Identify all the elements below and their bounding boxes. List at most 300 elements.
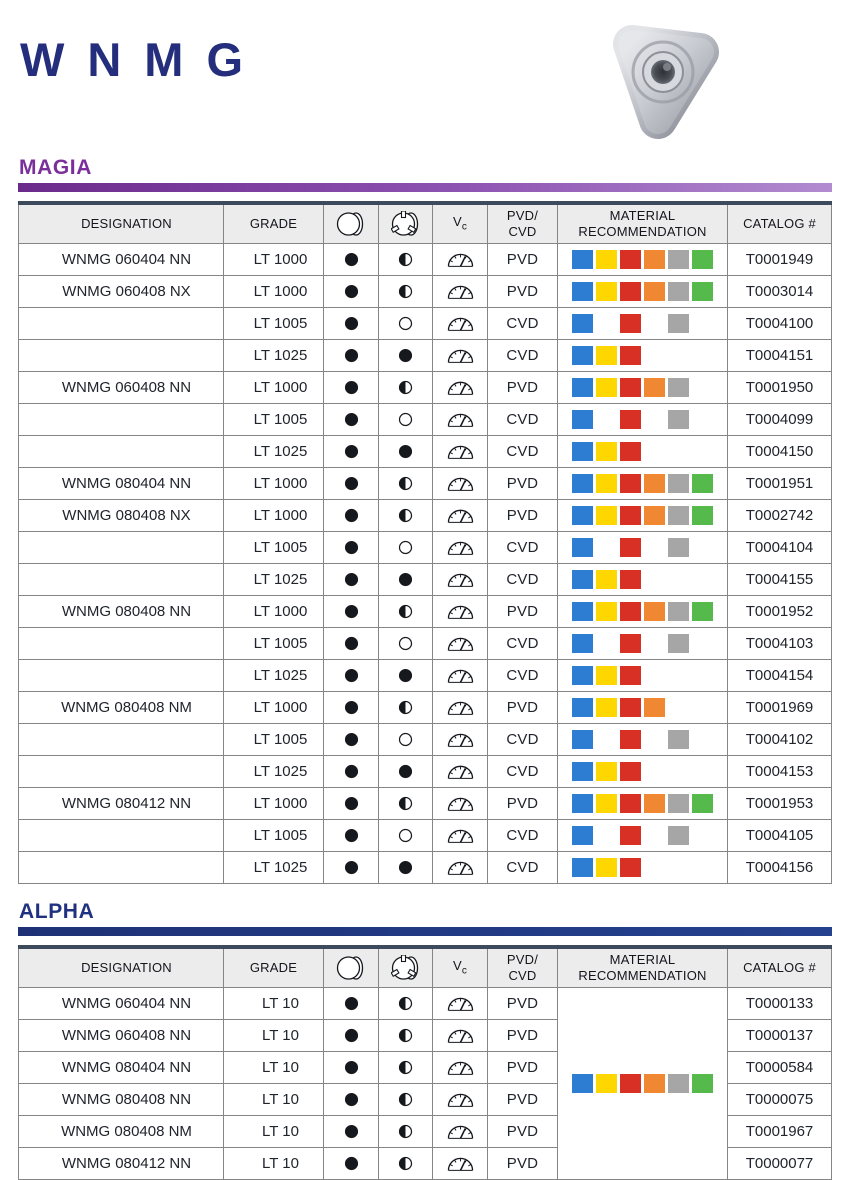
material-block-P [572,634,593,653]
continuous-cut-cell [324,1051,379,1083]
cutting-speed-cell [433,403,488,435]
coating-header-line1: PVD/ [506,952,539,968]
cutting-speed-cell [433,627,488,659]
interrupted-cut-cell [379,1083,433,1115]
continuous-cut-cell [324,987,379,1019]
material-block-K [620,282,641,301]
catalog-cell: T0000075 [728,1083,832,1115]
alpha-section-label: ALPHA [19,899,95,923]
filled-circle-icon [344,539,359,556]
filled-circle-icon [398,443,413,460]
cutting-speed-cell [433,691,488,723]
material-block-M [596,794,617,813]
half-circle-icon [398,699,413,716]
material-recommendation-bar [559,442,726,461]
material-block-P [572,730,593,749]
material-recommendation-bar [559,474,726,493]
material-recommendation-bar [559,858,726,877]
material-recommendation-cell [558,659,728,691]
grade-header: GRADE [224,947,324,988]
material-recommendation-cell [558,755,728,787]
magia-table-head [19,203,832,244]
catalog-cell: T0000077 [728,1147,832,1179]
material-block-P [572,410,593,429]
material-recommendation-bar [559,602,726,621]
material-block-P [572,666,593,685]
grade-cell: LT 1000 [224,467,324,499]
grade-cell: LT 1025 [224,755,324,787]
speedometer-icon [445,730,476,747]
material-block-K [620,794,641,813]
continuous-cut-cell [324,819,379,851]
empty-circle-icon [398,315,413,332]
interrupted-cut-cell [379,987,433,1019]
designation-cell: WNMG 060404 NN [19,243,224,275]
material-block-M [596,378,617,397]
designation-cell: WNMG 080412 NN [19,1147,224,1179]
material-block-K [620,506,641,525]
material-slot-empty [644,858,665,877]
cutting-speed-header [433,947,488,988]
continuous-cut-cell [324,371,379,403]
material-block-K [620,250,641,269]
continuous-cut-cell [324,403,379,435]
coating-cell: CVD [488,627,558,659]
material-recommendation-bar [559,378,726,397]
speedometer-icon [445,698,476,715]
continuous-cut-cell [324,435,379,467]
half-circle-icon [398,283,413,300]
material-slot-empty [668,698,689,717]
material-recommendation-cell [558,691,728,723]
interrupted-cut-cell [379,851,433,883]
speedometer-icon [445,602,476,619]
catalog-cell: T0004099 [728,403,832,435]
catalog-cell: T0001969 [728,691,832,723]
designation-cell [19,339,224,371]
interrupted-cut-header [379,203,433,244]
speedometer-icon [445,826,476,843]
catalog-cell: T0002742 [728,499,832,531]
coating-cell: PVD [488,691,558,723]
cutting-speed-cell [433,787,488,819]
interrupted-cut-cell [379,243,433,275]
material-block-M [596,346,617,365]
material-recommendation-cell [558,595,728,627]
material-block-M [596,570,617,589]
material-recommendation-bar [559,570,726,589]
cutting-speed-cell [433,1051,488,1083]
catalog-cell: T0001953 [728,787,832,819]
alpha-accent-bar [18,927,832,936]
material-recommendation-bar [559,282,726,301]
cutting-speed-cell [433,659,488,691]
material-block-K [620,410,641,429]
material-slot-empty [644,442,665,461]
continuous-cut-header [324,947,379,988]
material-slot-empty [668,346,689,365]
speedometer-icon [445,666,476,683]
table-row [19,691,832,723]
speedometer-icon [445,506,476,523]
material-block-N [692,602,713,621]
coating-cell: CVD [488,307,558,339]
material-block-M [596,698,617,717]
catalog-cell: T0004105 [728,819,832,851]
interrupted-cut-cell [379,723,433,755]
material-block-H [668,282,689,301]
material-recommendation-cell [558,627,728,659]
alpha-table-body [19,987,832,1179]
material-slot-empty [692,634,713,653]
catalog-cell: T0001967 [728,1115,832,1147]
cutting-speed-cell [433,371,488,403]
coating-cell: PVD [488,1147,558,1179]
speedometer-icon [445,858,476,875]
filled-circle-icon [344,411,359,428]
section-alpha [18,900,832,1180]
speedometer-icon [445,346,476,363]
filled-circle-icon [398,763,413,780]
material-slot-empty [668,762,689,781]
material-block-H [668,634,689,653]
grade-cell: LT 1005 [224,627,324,659]
cutting-speed-cell [433,499,488,531]
interrupted-cut-cell [379,787,433,819]
speedometer-icon [445,794,476,811]
material-block-K [620,826,641,845]
filled-circle-icon [344,1091,359,1108]
grade-cell: LT 10 [224,987,324,1019]
filled-circle-icon [344,475,359,492]
coating-header-line2: CVD [508,223,537,239]
filled-circle-icon [344,1155,359,1172]
material-block-P [572,506,593,525]
half-circle-icon [398,1027,413,1044]
catalog-cell: T0004103 [728,627,832,659]
material-block-M [596,1074,617,1093]
material-slot-empty [644,538,665,557]
material-block-K [620,314,641,333]
coating-cell: CVD [488,435,558,467]
grade-cell: LT 10 [224,1115,324,1147]
material-recommendation-cell [558,851,728,883]
material-header-line1: MATERIAL [609,208,676,224]
material-slot-empty [596,634,617,653]
catalog-cell: T0004150 [728,435,832,467]
material-block-H [668,538,689,557]
material-recommendation-header [558,947,728,988]
material-recommendation-cell [558,819,728,851]
filled-circle-icon [344,859,359,876]
material-header-line2: RECOMMENDATION [578,967,707,983]
grade-cell: LT 1000 [224,595,324,627]
wnmg-insert-image [588,2,736,152]
designation-cell: WNMG 080404 NN [19,1051,224,1083]
half-circle-icon [398,995,413,1012]
grade-cell: LT 1025 [224,563,324,595]
designation-cell [19,627,224,659]
speedometer-icon [445,250,476,267]
alpha-table [18,945,832,1180]
material-slot-empty [692,570,713,589]
coating-cell: PVD [488,787,558,819]
grade-cell: LT 1025 [224,851,324,883]
table-row [19,371,832,403]
continuous-cut-cell [324,307,379,339]
cutting-speed-cell [433,339,488,371]
grade-cell: LT 1005 [224,819,324,851]
material-block-K [620,762,641,781]
filled-circle-icon [344,1123,359,1140]
designation-cell [19,435,224,467]
catalog-cell: T0004156 [728,851,832,883]
coating-cell: CVD [488,659,558,691]
material-block-H [668,602,689,621]
half-circle-icon [398,1123,413,1140]
cutting-speed-cell [433,563,488,595]
table-row [19,499,832,531]
coating-cell: PVD [488,371,558,403]
filled-circle-icon [398,667,413,684]
speedometer-icon [445,410,476,427]
grade-cell: LT 1005 [224,403,324,435]
material-recommendation-cell [558,339,728,371]
material-slot-empty [692,698,713,717]
filled-circle-icon [344,571,359,588]
table-row [19,851,832,883]
designation-cell: WNMG 060408 NN [19,1019,224,1051]
table-row [19,531,832,563]
coating-cell: PVD [488,1019,558,1051]
material-block-P [572,474,593,493]
interrupted-cut-header [379,947,433,988]
material-recommendation-cell [558,787,728,819]
material-block-P [572,570,593,589]
table-row [19,275,832,307]
material-recommendation-bar [559,794,726,813]
material-block-H [668,410,689,429]
speedometer-icon [445,634,476,651]
catalog-header: CATALOG # [728,947,832,988]
filled-circle-icon [344,731,359,748]
material-slot-empty [644,762,665,781]
catalog-cell: T0001952 [728,595,832,627]
coating-cell: PVD [488,467,558,499]
grade-cell: LT 1005 [224,531,324,563]
cutting-speed-cell [433,595,488,627]
designation-cell [19,755,224,787]
cutting-speed-cell [433,987,488,1019]
cutting-speed-cell [433,1147,488,1179]
table-row [19,659,832,691]
header-row [19,947,832,988]
continuous-cut-cell [324,1019,379,1051]
table-row [19,987,832,1019]
designation-cell: WNMG 080408 NN [19,595,224,627]
material-block-K [620,1074,641,1093]
material-slot-empty [668,666,689,685]
material-slot-empty [692,314,713,333]
material-slot-empty [644,570,665,589]
coating-cell: PVD [488,275,558,307]
coating-cell: CVD [488,339,558,371]
material-block-M [596,602,617,621]
material-block-H [668,314,689,333]
material-recommendation-bar [559,538,726,557]
material-slot-empty [692,858,713,877]
material-block-P [572,762,593,781]
empty-circle-icon [398,635,413,652]
filled-circle-icon [344,795,359,812]
designation-cell: WNMG 080408 NM [19,691,224,723]
cutting-speed-cell [433,467,488,499]
coating-cell: CVD [488,851,558,883]
catalog-cell: T0004151 [728,339,832,371]
table-row [19,787,832,819]
material-block-P [572,794,593,813]
material-slot-empty [644,730,665,749]
filled-circle-icon [398,571,413,588]
filled-circle-icon [398,859,413,876]
catalog-cell: T0004154 [728,659,832,691]
interrupted-cut-cell [379,1051,433,1083]
coating-cell: CVD [488,723,558,755]
material-recommendation-cell-merged [558,987,728,1179]
designation-cell [19,403,224,435]
grade-cell: LT 10 [224,1019,324,1051]
table-row [19,563,832,595]
page-title: WNMG [20,33,267,86]
continuous-cut-cell [324,531,379,563]
material-block-M [596,282,617,301]
designation-cell: WNMG 060408 NX [19,275,224,307]
material-slot-empty [596,730,617,749]
material-block-N [692,1074,713,1093]
alpha-table-head [19,947,832,988]
filled-circle-icon [344,1027,359,1044]
table-row [19,627,832,659]
speedometer-icon [445,1090,476,1107]
interrupted-cut-cell [379,819,433,851]
filled-circle-icon [344,635,359,652]
interrupted-cut-cell [379,1147,433,1179]
material-block-P [572,1074,593,1093]
material-block-K [620,666,641,685]
material-block-M [596,762,617,781]
filled-circle-icon [344,699,359,716]
material-block-M [596,250,617,269]
material-block-S [644,506,665,525]
continuous-cut-cell [324,1115,379,1147]
material-recommendation-bar [559,346,726,365]
material-slot-empty [596,826,617,845]
material-slot-empty [692,442,713,461]
coating-cell: CVD [488,819,558,851]
half-circle-icon [398,507,413,524]
speedometer-icon [445,570,476,587]
continuous-cut-cell [324,275,379,307]
table-row [19,403,832,435]
material-slot-empty [692,378,713,397]
designation-cell [19,563,224,595]
material-block-M [596,666,617,685]
filled-circle-icon [398,347,413,364]
speedometer-icon [445,994,476,1011]
coating-cell: PVD [488,987,558,1019]
catalog-cell: T0000133 [728,987,832,1019]
empty-circle-icon [398,827,413,844]
page-header [18,34,832,86]
magia-section-label: MAGIA [19,155,92,179]
material-block-K [620,346,641,365]
material-block-H [668,474,689,493]
cutting-speed-cell [433,723,488,755]
designation-header: DESIGNATION [19,947,224,988]
coating-cell: PVD [488,243,558,275]
material-block-H [668,730,689,749]
filled-circle-icon [344,283,359,300]
continuous-cut-cell [324,1147,379,1179]
slotted-disc-icon [391,215,421,230]
smooth-disc-icon [336,959,366,974]
grade-cell: LT 1005 [224,307,324,339]
material-recommendation-cell [558,403,728,435]
material-recommendation-cell [558,275,728,307]
cutting-speed-header [433,203,488,244]
magia-accent-bar [18,183,832,192]
material-block-N [692,474,713,493]
continuous-cut-cell [324,467,379,499]
material-recommendation-bar [559,314,726,333]
material-block-N [692,250,713,269]
section-magia [18,156,832,884]
designation-cell [19,659,224,691]
filled-circle-icon [344,443,359,460]
designation-cell: WNMG 060404 NN [19,987,224,1019]
half-circle-icon [398,603,413,620]
cutting-speed-cell [433,435,488,467]
material-block-N [692,506,713,525]
designation-cell: WNMG 080408 NX [19,499,224,531]
material-slot-empty [596,314,617,333]
continuous-cut-cell [324,755,379,787]
empty-circle-icon [398,731,413,748]
material-block-K [620,858,641,877]
interrupted-cut-cell [379,659,433,691]
material-block-K [620,378,641,397]
material-slot-empty [692,346,713,365]
catalog-cell: T0001949 [728,243,832,275]
material-block-H [668,250,689,269]
cutting-speed-cell [433,755,488,787]
material-slot-empty [596,410,617,429]
cutting-speed-cell [433,851,488,883]
speedometer-icon [445,474,476,491]
table-row [19,339,832,371]
interrupted-cut-cell [379,307,433,339]
speedometer-icon [445,1026,476,1043]
material-recommendation-bar [559,250,726,269]
material-block-M [596,858,617,877]
vc-subscript: c [461,965,468,977]
material-block-M [596,474,617,493]
designation-cell: WNMG 080412 NN [19,787,224,819]
material-recommendation-cell [558,467,728,499]
material-slot-empty [644,410,665,429]
material-block-S [644,794,665,813]
filled-circle-icon [344,827,359,844]
